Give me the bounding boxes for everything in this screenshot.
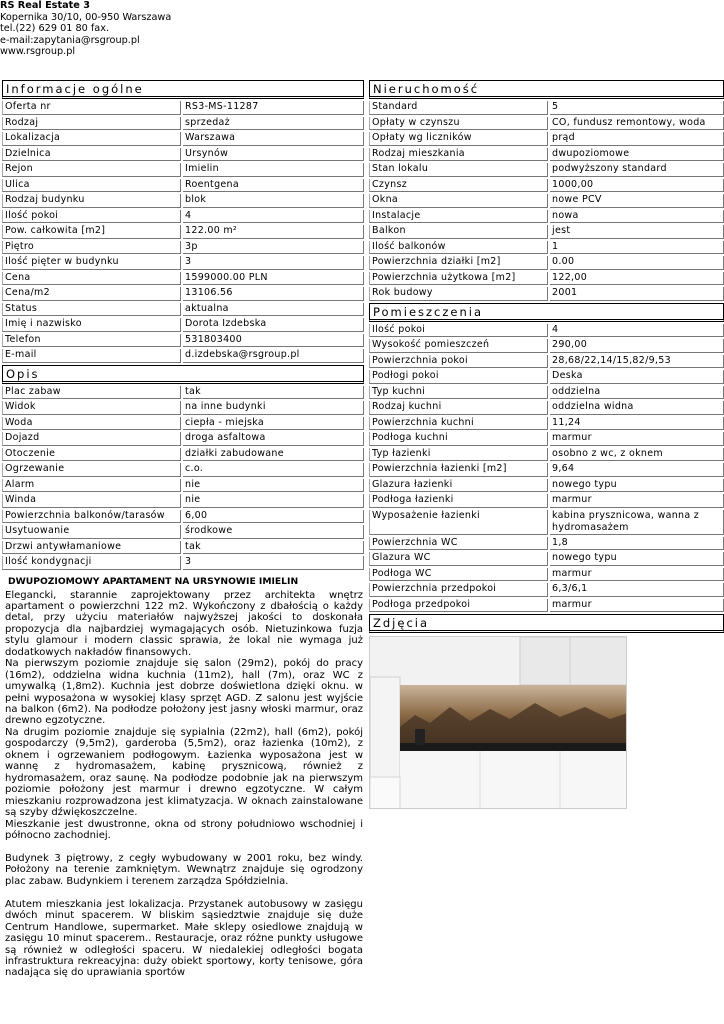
- description-paragraph: Elegancki, starannie zaprojektowany przez architekta wnętrz apartament o powierzchni 122 m2. Wykończony z dbałością o każdy detal, przy użyciu materiałów najwyższej jakości to doskonała propozycja dla najbardziej wymagających osób. Nietuzinkowa fuzja stylu glamour i modern classic sprawia, że lokal nie wymaga już dodatkowych nakładów finansowych.: [5, 589, 363, 658]
- row-label: Telefon: [2, 334, 181, 348]
- row-value: kabina prysznicowa, wanna z hydromasażem: [550, 510, 724, 535]
- table-row: [369, 386, 724, 400]
- row-label: Usytuowanie: [2, 525, 181, 539]
- row-label: Widok: [2, 401, 181, 415]
- row-value: 3: [183, 256, 364, 270]
- table-row: [2, 117, 364, 131]
- row-label: Wyposażenie łazienki: [369, 510, 548, 535]
- row-label: Glazura WC: [369, 552, 548, 566]
- section-title-info: Informacje ogólne: [2, 80, 364, 99]
- row-value: 6,3/6,1: [550, 583, 724, 597]
- kitchen-photo[interactable]: [369, 636, 627, 809]
- row-value: blok: [183, 194, 364, 208]
- company-name: RS Real Estate 3: [0, 0, 90, 11]
- row-value: działki zabudowane: [183, 448, 364, 462]
- row-label: Powierzchnia użytkowa [m2]: [369, 272, 548, 286]
- row-label: Lokalizacja: [2, 132, 181, 146]
- table-row: [369, 339, 724, 353]
- table-row: [369, 324, 724, 338]
- row-label: Podłoga WC: [369, 568, 548, 582]
- row-label: Ilość pokoi: [2, 210, 181, 224]
- row-label: Ulica: [2, 179, 181, 193]
- row-label: Ilość pokoi: [369, 324, 548, 338]
- row-value: nowego typu: [550, 552, 724, 566]
- table-row: [369, 448, 724, 462]
- row-value: ciepła - miejska: [183, 417, 364, 431]
- table-row: [2, 210, 364, 224]
- row-label: Balkon: [369, 225, 548, 239]
- row-label: Rodzaj kuchni: [369, 401, 548, 415]
- company-address: Kopernika 30/10, 00-950 Warszawa: [0, 11, 172, 23]
- table-row: [369, 537, 724, 551]
- row-label: Podłoga łazienki: [369, 494, 548, 508]
- row-value: aktualna: [183, 303, 364, 317]
- row-label: Alarm: [2, 479, 181, 493]
- opis-table: [2, 386, 364, 570]
- row-value: Ursynów: [183, 148, 364, 162]
- row-label: Status: [2, 303, 181, 317]
- row-label: Piętro: [2, 241, 181, 255]
- table-row: [2, 225, 364, 239]
- table-row: [369, 552, 724, 566]
- row-value: prąd: [550, 132, 724, 146]
- row-label: Ilość pięter w budynku: [2, 256, 181, 270]
- table-row: [2, 401, 364, 415]
- info-table: [2, 101, 364, 363]
- table-row: [2, 272, 364, 286]
- row-label: Rodzaj: [2, 117, 181, 131]
- table-row: [369, 163, 724, 177]
- row-value: jest: [550, 225, 724, 239]
- row-value: tak: [183, 386, 364, 400]
- table-row: [2, 432, 364, 446]
- agency-header: [0, 0, 300, 58]
- row-value: 13106.56: [183, 287, 364, 301]
- table-row: [369, 179, 724, 193]
- row-value: 3p: [183, 241, 364, 255]
- table-row: [369, 432, 724, 446]
- row-value: Warszawa: [183, 132, 364, 146]
- row-value: nowe PCV: [550, 194, 724, 208]
- row-value: dwupoziomowe: [550, 148, 724, 162]
- row-value: 1599000.00 PLN: [183, 272, 364, 286]
- row-value: oddzielna: [550, 386, 724, 400]
- row-label: Glazura łazienki: [369, 479, 548, 493]
- table-row: [2, 148, 364, 162]
- row-value: 28,68/22,14/15,82/9,53: [550, 355, 724, 369]
- table-row: [2, 287, 364, 301]
- table-row: [2, 163, 364, 177]
- row-label: Podłogi pokoi: [369, 370, 548, 384]
- row-value: 290,00: [550, 339, 724, 353]
- table-row: [2, 510, 364, 524]
- table-row: [2, 179, 364, 193]
- row-label: Rok budowy: [369, 287, 548, 301]
- row-label: Typ łazienki: [369, 448, 548, 462]
- table-row: [369, 494, 724, 508]
- row-label: Wysokość pomieszczeń: [369, 339, 548, 353]
- row-label: E-mail: [2, 349, 181, 363]
- row-value: nie: [183, 479, 364, 493]
- row-value: nie: [183, 494, 364, 508]
- table-row: [369, 132, 724, 146]
- row-label: Ilość balkonów: [369, 241, 548, 255]
- table-row: [369, 479, 724, 493]
- table-row: [2, 463, 364, 477]
- table-row: [369, 583, 724, 597]
- row-value: c.o.: [183, 463, 364, 477]
- pomieszczenia-table: [369, 324, 724, 613]
- table-row: [369, 355, 724, 369]
- table-row: [2, 256, 364, 270]
- table-row: [2, 303, 364, 317]
- row-label: Powierzchnia przedpokoi: [369, 583, 548, 597]
- row-label: Dzielnica: [2, 148, 181, 162]
- table-row: [2, 479, 364, 493]
- table-row: [369, 256, 724, 270]
- table-row: [2, 417, 364, 431]
- row-value: 1: [550, 241, 724, 255]
- row-label: Winda: [2, 494, 181, 508]
- right-column: [369, 78, 724, 809]
- table-row: [369, 463, 724, 477]
- row-value: 531803400: [183, 334, 364, 348]
- table-row: [369, 599, 724, 613]
- row-label: Oferta nr: [2, 101, 181, 115]
- row-label: Powierzchnia WC: [369, 537, 548, 551]
- table-row: [2, 349, 364, 363]
- table-row: [369, 194, 724, 208]
- row-value: podwyższony standard: [550, 163, 724, 177]
- table-row: [369, 417, 724, 431]
- row-value: marmur: [550, 568, 724, 582]
- row-label: Woda: [2, 417, 181, 431]
- row-value: Deska: [550, 370, 724, 384]
- row-value: nowa: [550, 210, 724, 224]
- table-row: [369, 101, 724, 115]
- row-value: droga asfaltowa: [183, 432, 364, 446]
- section-title-pomieszczenia: Pomieszczenia: [369, 303, 724, 322]
- left-column: [2, 78, 364, 979]
- row-value: 11,24: [550, 417, 724, 431]
- table-row: [369, 510, 724, 535]
- table-row: [2, 541, 364, 555]
- table-row: [2, 318, 364, 332]
- description-paragraph: Budynek 3 piętrowy, z cegły wybudowany w 2001 roku, bez windy. Położony na terenie zamkniętym. Wewnątrz znajduje się ogrodzony plac zabaw. Budynkiem i terenem zarządza Spółdzielnia.: [5, 852, 363, 887]
- table-row: [2, 101, 364, 115]
- row-value: 5: [550, 101, 724, 115]
- section-title-zdjecia: Zdjęcia: [369, 614, 724, 633]
- row-label: Dojazd: [2, 432, 181, 446]
- table-row: [369, 225, 724, 239]
- row-label: Typ kuchni: [369, 386, 548, 400]
- row-value: RS3-MS-11287: [183, 101, 364, 115]
- row-label: Podłoga przedpokoi: [369, 599, 548, 613]
- table-row: [2, 525, 364, 539]
- description-paragraph: [5, 887, 363, 898]
- row-value: środkowe: [183, 525, 364, 539]
- row-label: Plac zabaw: [2, 386, 181, 400]
- row-value: marmur: [550, 494, 724, 508]
- row-label: Rodzaj budynku: [2, 194, 181, 208]
- table-row: [2, 448, 364, 462]
- row-label: Pow. całkowita [m2]: [2, 225, 181, 239]
- table-row: [2, 241, 364, 255]
- company-website: www.rsgroup.pl: [0, 46, 76, 57]
- row-value: nowego typu: [550, 479, 724, 493]
- row-value: Roentgena: [183, 179, 364, 193]
- row-value: marmur: [550, 432, 724, 446]
- row-label: Ogrzewanie: [2, 463, 181, 477]
- company-email: e-mail:zapytania@rsgroup.pl: [0, 34, 140, 46]
- row-label: Imię i nazwisko: [2, 318, 181, 332]
- row-value: oddzielna widna: [550, 401, 724, 415]
- description-paragraph: Mieszkanie jest dwustronne, okna od strony południowo wschodniej i północno zachodniej.: [5, 818, 363, 842]
- table-row: [369, 401, 724, 415]
- table-row: [369, 370, 724, 384]
- row-value: osobno z wc, z oknem: [550, 448, 724, 462]
- row-label: Opłaty w czynszu: [369, 117, 548, 131]
- row-label: Drzwi antywłamaniowe: [2, 541, 181, 555]
- description-paragraph: Na pierwszym poziomie znajduje się salon (29m2), pokój do pracy (16m2), oddzielna widna kuchnia (11m2), hall (7m), oraz WC z umywalką (1,8m2). Kuchnia jest dobrze doświetlona dzięki oknu. w pełni wyposażona w wysokiej klasy sprzęt AGD. Z salonu jest wyjście na balkon (6m2). Na podłodze położony jest jasny włoski marmur, oraz drewno egzotyczne.: [5, 658, 363, 727]
- row-value: 122.00 m²: [183, 225, 364, 239]
- row-label: Powierzchnia działki [m2]: [369, 256, 548, 270]
- row-value: 6,00: [183, 510, 364, 524]
- row-label: Okna: [369, 194, 548, 208]
- nieruchomosc-table: [369, 101, 724, 301]
- row-label: Powierzchnia łazienki [m2]: [369, 463, 548, 477]
- table-row: [369, 272, 724, 286]
- table-row: [2, 556, 364, 570]
- row-label: Powierzchnia pokoi: [369, 355, 548, 369]
- row-label: Powierzchnia balkonów/tarasów: [2, 510, 181, 524]
- kitchen-photo-drawing: [370, 637, 627, 809]
- row-label: Czynsz: [369, 179, 548, 193]
- row-value: 9,64: [550, 463, 724, 477]
- table-row: [369, 287, 724, 301]
- row-label: Cena/m2: [2, 287, 181, 301]
- row-value: tak: [183, 541, 364, 555]
- row-value: sprzedaż: [183, 117, 364, 131]
- company-phone: tel.(22) 629 01 80 fax.: [0, 23, 110, 34]
- row-label: Standard: [369, 101, 548, 115]
- row-value: 0.00: [550, 256, 724, 270]
- description-text: [2, 590, 364, 979]
- row-value: d.izdebska@rsgroup.pl: [183, 349, 364, 363]
- table-row: [369, 210, 724, 224]
- table-row: [369, 241, 724, 255]
- row-value: 1,8: [550, 537, 724, 551]
- row-label: Rodzaj mieszkania: [369, 148, 548, 162]
- row-label: Ilość kondygnacji: [2, 556, 181, 570]
- row-value: 4: [183, 210, 364, 224]
- table-row: [369, 117, 724, 131]
- row-label: Stan lokalu: [369, 163, 548, 177]
- table-row: [2, 132, 364, 146]
- row-value: marmur: [550, 599, 724, 613]
- table-row: [2, 334, 364, 348]
- row-value: 122,00: [550, 272, 724, 286]
- row-value: 3: [183, 556, 364, 570]
- row-value: Imielin: [183, 163, 364, 177]
- description-paragraph: [5, 841, 363, 852]
- row-label: Podłoga kuchni: [369, 432, 548, 446]
- row-value: 2001: [550, 287, 724, 301]
- row-value: CO, fundusz remontowy, woda: [550, 117, 724, 131]
- row-label: Opłaty wg liczników: [369, 132, 548, 146]
- row-label: Powierzchnia kuchni: [369, 417, 548, 431]
- row-label: Rejon: [2, 163, 181, 177]
- row-label: Cena: [2, 272, 181, 286]
- table-row: [2, 386, 364, 400]
- description-heading: DWUPOZIOMOWY APARTAMENT NA URSYNOWIE IMIELIN: [8, 575, 299, 587]
- row-label: Otoczenie: [2, 448, 181, 462]
- table-row: [369, 148, 724, 162]
- description-paragraph: Na drugim poziomie znajduje się sypialnia (22m2), hall (6m2), pokój gospodarczy (9,5m2), garderoba (5,5m2), oraz łazienka (10m2), z oknem i ogrzewaniem podłogowym. Łazienka wyposażona jest w wannę z hydromasażem, kabinę prysznicową, również z hydromasażem, oraz saunę. Na podłodze podobnie jak na pierwszym poziomie położony jest marmur i drewno egzotyczne. W całym mieszkaniu rozprowadzona jest klimatyzacja. W oknach zainstalowane są szyby dźwiękoszczelne.: [5, 726, 363, 819]
- description-paragraph: Atutem mieszkania jest lokalizacja. Przystanek autobusowy w zasięgu dwóch minut spacerem. W bliskim sąsiedztwie znajduje się duże Centrum Handlowe, supermarket. Małe sklepy osiedlowe znajdują w zasięgu 10 minut spacerem.. Restauracje, oraz różne punkty usługowe są również w odległości spaceru. W niedalekiej odległości bogata infrastruktura rekreacyjna: duży obiekt sportowy, korty tenisowe, góra nadająca się do uprawiania sportów: [5, 898, 363, 979]
- section-title-opis: Opis: [2, 365, 364, 384]
- row-value: 4: [550, 324, 724, 338]
- row-value: Dorota Izdebska: [183, 318, 364, 332]
- table-row: [369, 568, 724, 582]
- table-row: [2, 494, 364, 508]
- table-row: [2, 194, 364, 208]
- section-title-nieruchomosc: Nieruchomość: [369, 80, 724, 99]
- row-value: 1000,00: [550, 179, 724, 193]
- row-label: Instalacje: [369, 210, 548, 224]
- row-value: na inne budynki: [183, 401, 364, 415]
